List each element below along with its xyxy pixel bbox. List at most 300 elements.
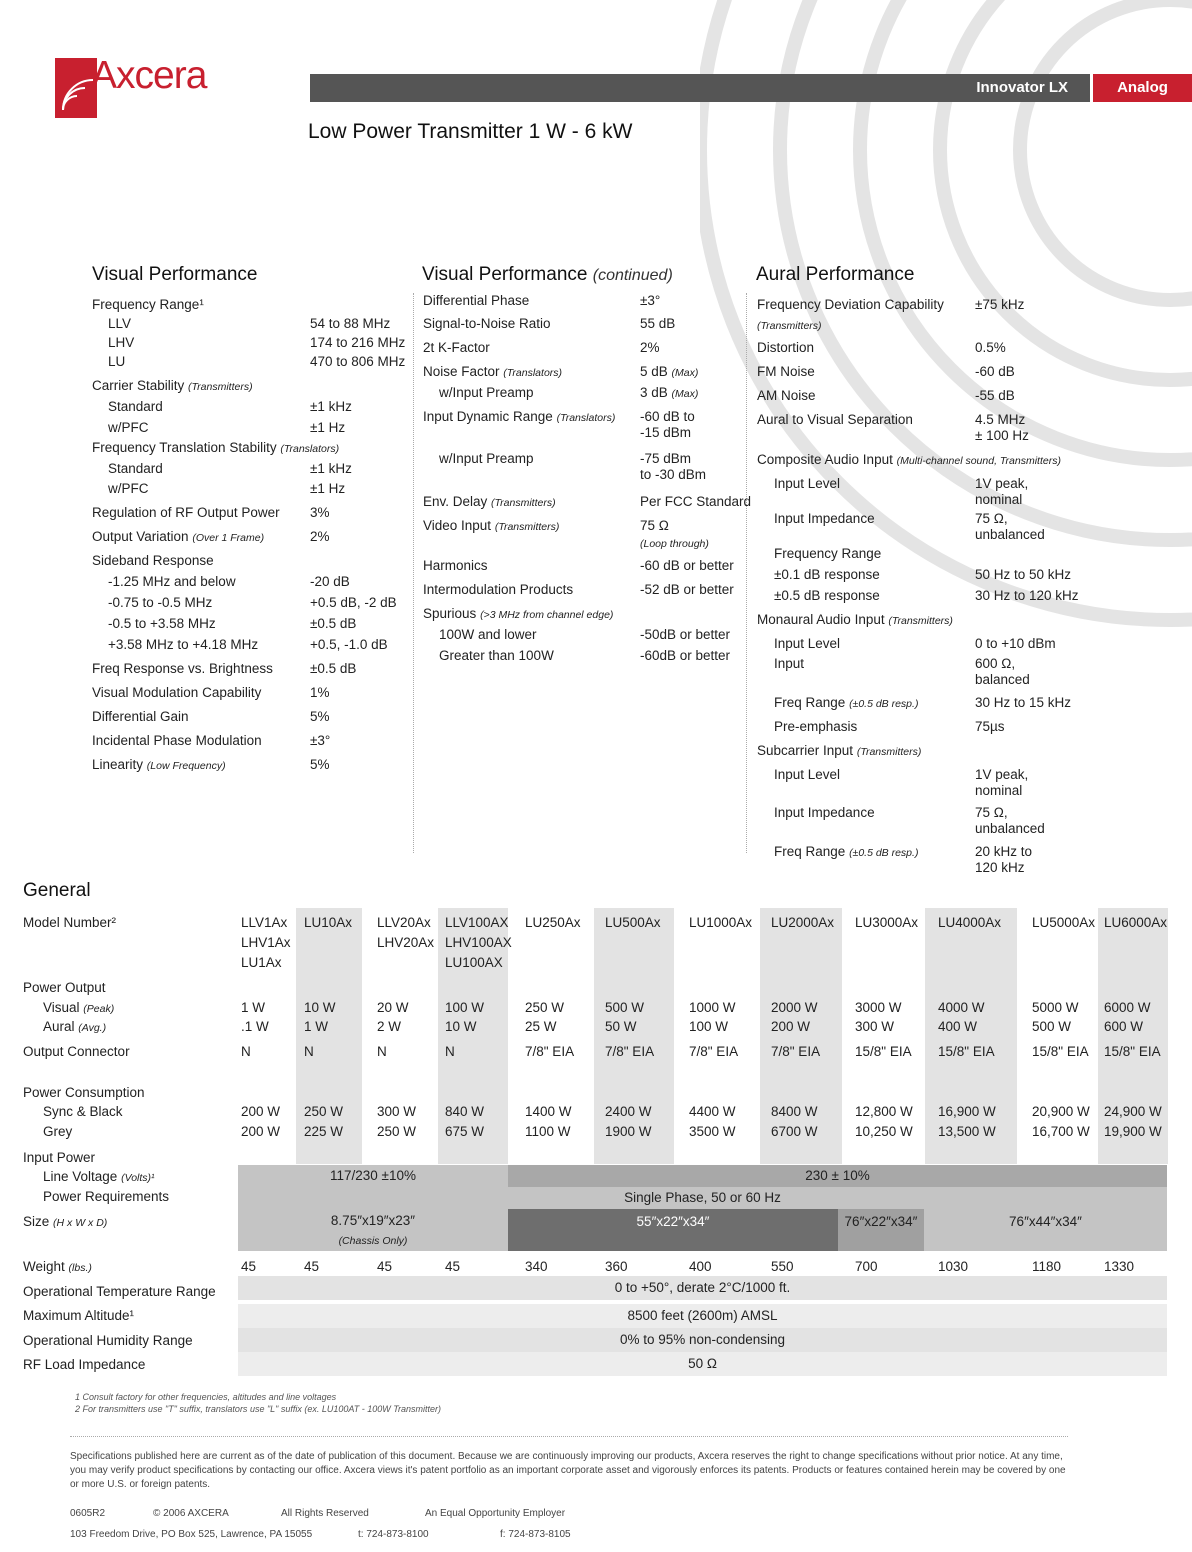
weight-value: 360 (605, 1259, 628, 1274)
spec-note: (Transmitters) (856, 746, 922, 758)
spec-value: 75 Ω, (975, 805, 1008, 820)
spec-row (774, 695, 918, 712)
spec-value: -52 dB or better (640, 582, 734, 597)
grey-value: 250 W (377, 1124, 417, 1139)
spec-value: Per FCC Standard (640, 494, 752, 509)
spec-label: +3.58 MHz to +4.18 MHz (108, 637, 259, 652)
model-number: LHV20Ax (377, 935, 435, 950)
model-number: LU2000Ax (771, 915, 835, 930)
spec-label: Distortion (757, 340, 815, 355)
grey-value: 13,500 W (938, 1124, 996, 1139)
spec-label: Incidental Phase Modulation (92, 733, 262, 748)
spec-value: 5 dB (Max) (640, 364, 699, 379)
spec-value-line2: 120 kHz (975, 860, 1025, 875)
sync-value: 200 W (241, 1104, 281, 1119)
spec-label: FM Noise (757, 364, 815, 379)
visual-power-value: 20 W (377, 1000, 409, 1015)
grey-value: 19,900 W (1104, 1124, 1162, 1139)
spec-label: Input Level (774, 636, 841, 651)
line-voltage-low: 117/230 ±10% (238, 1165, 508, 1187)
spec-row (92, 661, 273, 677)
weight-value: 1330 (1104, 1259, 1135, 1274)
visual-power-value: 2000 W (771, 1000, 818, 1015)
spec-label: Input Impedance (774, 511, 875, 526)
spec-label: 2t K-Factor (423, 340, 490, 355)
spec-value: ±75 kHz (975, 297, 1025, 312)
sync-value: 2400 W (605, 1104, 652, 1119)
spec-note: (Transmitters) (494, 521, 560, 533)
sync-value: 16,900 W (938, 1104, 996, 1119)
spec-row (774, 567, 880, 583)
visual-power-value: 250 W (525, 1000, 565, 1015)
spec-row (757, 340, 814, 356)
temp-value: 0 to +50°, derate 2°C/1000 ft. (238, 1276, 1167, 1300)
spec-value: -60 dB to (640, 409, 695, 424)
spec-row (92, 529, 264, 546)
aural-power-value: 600 W (1104, 1019, 1144, 1034)
spec-value: 2% (640, 340, 660, 355)
spec-note: (>3 MHz from channel edge) (480, 609, 614, 621)
spec-label: Input Level (774, 476, 841, 491)
connector-value: 7/8" EIA (525, 1044, 575, 1059)
spec-value: 5% (310, 757, 330, 772)
spec-row (757, 297, 944, 313)
spec-row (423, 494, 556, 511)
spec-label: Visual Modulation Capability (92, 685, 262, 700)
spec-value: 54 to 88 MHz (310, 316, 391, 331)
sync-value: 8400 W (771, 1104, 818, 1119)
sync-value: 840 W (445, 1104, 485, 1119)
spec-value-line2: balanced (975, 672, 1030, 687)
spec-row (108, 574, 236, 590)
spec-row (108, 420, 149, 436)
spec-label: Monaural Audio Input (757, 612, 885, 627)
spec-label: w/Input Preamp (439, 451, 534, 466)
weight-value: 1030 (938, 1259, 969, 1274)
grey-value: 16,700 W (1032, 1124, 1090, 1139)
size-label: Size (H x W x D) (23, 1214, 108, 1229)
spec-row (92, 440, 339, 457)
spec-label: Spurious (423, 606, 477, 621)
spec-label: Linearity (92, 757, 144, 772)
connector-value: N (241, 1044, 251, 1059)
spec-value: 1% (310, 685, 330, 700)
doc-code: 0605R2 (70, 1508, 106, 1519)
spec-row (423, 316, 551, 332)
spec-row (108, 637, 258, 653)
spec-row (774, 656, 804, 672)
spec-label: Frequency Deviation Capability (757, 297, 944, 312)
spec-label: Frequency Range (774, 546, 882, 561)
spec-value: -20 dB (310, 574, 350, 589)
connector-value: 7/8" EIA (771, 1044, 821, 1059)
spec-label: Output Variation (92, 529, 189, 544)
weight-value: 45 (445, 1259, 461, 1274)
sync-value: 20,900 W (1032, 1104, 1090, 1119)
spec-row (108, 335, 134, 351)
spec-value: 1V peak, (975, 476, 1029, 491)
spec-value: ±0.5 dB (310, 661, 357, 676)
connector-value: N (304, 1044, 314, 1059)
spec-label: w/PFC (108, 420, 149, 435)
spec-value: 20 kHz to (975, 844, 1033, 859)
spec-row (423, 518, 559, 535)
model-number: LU6000Ax (1104, 915, 1168, 930)
weight-value: 45 (304, 1259, 320, 1274)
spec-label: Pre-emphasis (774, 719, 858, 734)
address: 103 Freedom Drive, PO Box 525, Lawrence, PA 15055 (70, 1529, 313, 1540)
spec-label: LU (108, 354, 126, 369)
altitude-value: 8500 feet (2600m) AMSL (238, 1304, 1167, 1328)
grey-value: 6700 W (771, 1124, 818, 1139)
humidity-value: 0% to 95% non-condensing (238, 1328, 1167, 1352)
spec-value: +0.5, -1.0 dB (310, 637, 388, 652)
grey-value: 200 W (241, 1124, 281, 1139)
aural-power-value: .1 W (241, 1019, 269, 1034)
aural-power-value: 25 W (525, 1019, 557, 1034)
spec-row (774, 805, 875, 821)
connector-value: N (445, 1044, 455, 1059)
model-number: LHV100AX (445, 935, 512, 950)
spec-row (423, 582, 573, 598)
connector-value: 7/8" EIA (689, 1044, 739, 1059)
spec-label: LLV (108, 316, 132, 331)
weight-value: 400 (689, 1259, 712, 1274)
size-small-note: (Chassis Only) (338, 1235, 408, 1247)
weight-label: Weight (lbs.) (23, 1259, 92, 1274)
spec-row (774, 511, 875, 527)
spec-row (423, 409, 615, 426)
spec-row (439, 451, 534, 467)
spec-value: +0.5 dB, -2 dB (310, 595, 397, 610)
visual-power-value: 5000 W (1032, 1000, 1079, 1015)
spec-label: Composite Audio Input (757, 452, 893, 467)
spec-label: Sideband Response (92, 553, 214, 568)
fax: f: 724-873-8105 (500, 1529, 571, 1540)
aural-power-value: 10 W (445, 1019, 477, 1034)
product-line: Innovator LX (976, 79, 1068, 96)
spec-note: (±0.5 dB resp.) (849, 698, 919, 710)
spec-row (774, 476, 840, 492)
spec-row (757, 318, 822, 334)
model-number: LU250Ax (525, 915, 581, 930)
spec-row (774, 636, 840, 652)
spec-label: Signal-to-Noise Ratio (423, 316, 551, 331)
visual-power-value: 4000 W (938, 1000, 985, 1015)
spec-value: -50dB or better (640, 627, 731, 642)
spec-note: (Translators) (503, 367, 563, 379)
connector-value: 15/8" EIA (938, 1044, 995, 1059)
spec-row (92, 297, 204, 313)
spec-row (439, 648, 554, 664)
spec-row (92, 757, 226, 774)
legal-text: Specifications published here are current as of the date of publication of this document. Because we are continuously improving our products, Axcera reserves the right to change specifications without prior notice. At any time, you may verify product specifications by contacting our office. Axcera views it's patent portfolio as an important corporate asset and vigorously enforces its patents. Products or features contained herein may be covered by one or more U.S. or foreign patents. (70, 1451, 1066, 1490)
spec-label: Env. Delay (423, 494, 488, 509)
spec-value: ±1 kHz (310, 399, 352, 414)
spec-label: AM Noise (757, 388, 816, 403)
spec-row (92, 685, 261, 701)
size-mid: 55″x22″x34″ (508, 1209, 838, 1251)
spec-value: -55 dB (975, 388, 1015, 403)
visual-power-value: 3000 W (855, 1000, 902, 1015)
visual-power-label: Visual (Peak) (43, 1000, 115, 1015)
grey-value: 3500 W (689, 1124, 736, 1139)
spec-row (439, 627, 537, 643)
spec-value: ±3° (640, 293, 661, 308)
spec-row (774, 546, 881, 562)
spec-row (108, 595, 212, 611)
spec-label: Differential Gain (92, 709, 189, 724)
grey-value: 225 W (304, 1124, 344, 1139)
grey-value: 675 W (445, 1124, 485, 1139)
spec-label: Standard (108, 461, 163, 476)
spec-value: 174 to 216 MHz (310, 335, 406, 350)
spec-value: ±0.5 dB (310, 616, 357, 631)
grey-value: 1100 W (525, 1124, 571, 1139)
sync-value: 12,800 W (855, 1104, 913, 1119)
connector-value: 15/8" EIA (1104, 1044, 1161, 1059)
spec-row (774, 719, 857, 735)
aural-power-value: 500 W (1032, 1019, 1072, 1034)
spec-label: Harmonics (423, 558, 488, 573)
spec-value: -75 dBm (640, 451, 692, 466)
spec-label: w/Input Preamp (439, 385, 534, 400)
weight-value: 550 (771, 1259, 794, 1274)
footnote-2: 2 For transmitters use "T" suffix, translators use "L" suffix (ex. LU100AT - 100W Transmitter) (75, 1404, 442, 1414)
spec-label: Input Level (774, 767, 841, 782)
visual-cont-heading: Visual Performance (continued) (422, 264, 673, 285)
model-number: LLV20Ax (377, 915, 431, 930)
spec-value-line2: (Loop through) (640, 538, 709, 550)
aural-power-value: 100 W (689, 1019, 729, 1034)
weight-value: 1180 (1032, 1259, 1062, 1274)
spec-label: -1.25 MHz and below (108, 574, 236, 589)
weight-value: 700 (855, 1259, 878, 1274)
spec-label: Input (774, 656, 805, 671)
model-number: LLV1Ax (241, 915, 288, 930)
spec-label: w/PFC (108, 481, 149, 496)
model-number: LU10Ax (304, 915, 353, 930)
spec-value: 75 Ω, (975, 511, 1008, 526)
spec-label: Regulation of RF Output Power (92, 505, 280, 520)
spec-row (774, 588, 880, 604)
power-consumption-label: Power Consumption (23, 1085, 145, 1100)
aural-power-value: 200 W (771, 1019, 811, 1034)
spec-row (423, 364, 562, 381)
sync-value: 24,900 W (1104, 1104, 1162, 1119)
model-number-label: Model Number² (23, 915, 117, 930)
spec-row (92, 553, 214, 569)
spec-row (757, 452, 1061, 469)
spec-note: (Multi-channel sound, Transmitters) (896, 455, 1061, 467)
sync-value: 1400 W (525, 1104, 572, 1119)
power-req-label: Power Requirements (43, 1189, 170, 1204)
spec-row (439, 385, 534, 401)
spec-row (92, 378, 253, 395)
spec-row (757, 364, 815, 380)
connector-value: N (377, 1044, 387, 1059)
spec-label: Video Input (423, 518, 492, 533)
humidity-label: Operational Humidity Range (23, 1333, 193, 1348)
phone: t: 724-873-8100 (358, 1529, 429, 1540)
size-small: 8.75″x19″x23″ (330, 1213, 416, 1228)
spec-label: 100W and lower (439, 627, 537, 642)
spec-value: ±3° (310, 733, 331, 748)
aural-performance-heading: Aural Performance (756, 264, 915, 285)
spec-label: Freq Range (774, 844, 846, 859)
spec-value: 0.5% (975, 340, 1006, 355)
spec-value-line2: nominal (975, 492, 1023, 507)
sync-value: 250 W (304, 1104, 344, 1119)
model-number: LU1Ax (241, 955, 282, 970)
spec-note: (Transmitters) (888, 615, 953, 627)
footnote-1: 1 Consult factory for other frequencies, altitudes and line voltages (75, 1392, 337, 1402)
power-requirements: Single Phase, 50 or 60 Hz (238, 1187, 1167, 1209)
spec-value: 1V peak, (975, 767, 1029, 782)
spec-value: 600 Ω, (975, 656, 1016, 671)
spec-row (757, 743, 921, 760)
spec-note: (Transmitters) (491, 497, 556, 509)
spec-label: Input Impedance (774, 805, 875, 820)
spec-value: 3 dB (Max) (640, 385, 699, 400)
aural-power-value: 50 W (605, 1019, 637, 1034)
connector-value: 7/8" EIA (605, 1044, 655, 1059)
spec-label: Intermodulation Products (423, 582, 574, 597)
spec-value: 75 Ω (640, 518, 669, 533)
spec-value: 50 Hz to 50 kHz (975, 567, 1072, 582)
footer-divider (70, 1436, 1068, 1437)
copyright: © 2006 AXCERA (153, 1508, 229, 1519)
spec-value-line2: unbalanced (975, 527, 1045, 542)
spec-value-line2: nominal (975, 783, 1023, 798)
spec-label: Standard (108, 399, 163, 414)
spec-row (92, 709, 189, 725)
brand-name: Axcera (91, 54, 207, 97)
aural-power-value: 1 W (304, 1019, 329, 1034)
weight-value: 45 (377, 1259, 393, 1274)
spec-value: 2% (310, 529, 330, 544)
spec-value-line2: ± 100 Hz (975, 428, 1029, 443)
size-large: 76″x22″x34″ (838, 1209, 924, 1251)
aural-power-value: 2 W (377, 1019, 402, 1034)
aural-power-value: 300 W (855, 1019, 895, 1034)
model-number: LU3000Ax (855, 915, 919, 930)
grey-value: 10,250 W (855, 1124, 913, 1139)
spec-note: (Low Frequency) (146, 760, 226, 772)
spec-value: 30 Hz to 15 kHz (975, 695, 1072, 710)
spec-note: (Transmitters) (188, 381, 253, 393)
page-title: Low Power Transmitter 1 W - 6 kW (308, 120, 633, 143)
aural-power-label: Aural (Avg.) (43, 1019, 107, 1034)
spec-row (108, 616, 216, 632)
spec-value-line2: to -30 dBm (640, 467, 707, 482)
spec-value: -60 dB or better (640, 558, 734, 573)
spec-value: 55 dB (640, 316, 676, 331)
spec-label: Greater than 100W (439, 648, 554, 663)
spec-value: -60dB or better (640, 648, 731, 663)
temp-label: Operational Temperature Range (23, 1284, 216, 1299)
spec-row (108, 461, 163, 477)
rf-load-value: 50 Ω (238, 1352, 1167, 1376)
model-number: LU500Ax (605, 915, 661, 930)
spec-label: Freq Range (774, 695, 846, 710)
spec-row (757, 412, 913, 428)
visual-power-value: 10 W (304, 1000, 336, 1015)
grey-value: 1900 W (605, 1124, 652, 1139)
spec-row (774, 844, 918, 861)
grey-label: Grey (43, 1124, 73, 1139)
spec-note: (Translators) (556, 412, 616, 424)
spec-value: 470 to 806 MHz (310, 354, 406, 369)
model-number: LHV1Ax (241, 935, 291, 950)
weight-value: 340 (525, 1259, 548, 1274)
connector-value: 15/8" EIA (1032, 1044, 1089, 1059)
spec-row (423, 293, 529, 309)
spec-value: ±1 Hz (310, 420, 346, 435)
spec-value: 30 Hz to 120 kHz (975, 588, 1079, 603)
spec-label: Frequency Range¹ (92, 297, 204, 312)
spec-label: Frequency Translation Stability (92, 440, 277, 455)
input-power-label: Input Power (23, 1150, 96, 1165)
spec-value: ±1 kHz (310, 461, 352, 476)
spec-label: ±0.5 dB response (774, 588, 880, 603)
spec-row (108, 354, 125, 370)
rf-load-label: RF Load Impedance (23, 1357, 146, 1372)
visual-power-value: 500 W (605, 1000, 645, 1015)
spec-value: -60 dB (975, 364, 1015, 379)
spec-label: (Transmitters) (757, 320, 822, 332)
spec-label: Aural to Visual Separation (757, 412, 913, 427)
sync-black-label: Sync & Black (43, 1104, 123, 1119)
spec-row (92, 505, 280, 521)
spec-value-line2: unbalanced (975, 821, 1045, 836)
spec-label: LHV (108, 335, 135, 350)
spec-value-line2: -15 dBm (640, 425, 692, 440)
visual-power-value: 6000 W (1104, 1000, 1151, 1015)
spec-row (92, 733, 262, 749)
spec-label: Differential Phase (423, 293, 530, 308)
spec-row (108, 399, 163, 415)
spec-value: 0 to +10 dBm (975, 636, 1056, 651)
size-xl: 76″x44″x34″ (924, 1209, 1167, 1251)
spec-note: (Over 1 Frame) (192, 532, 265, 544)
spec-value: 5% (310, 709, 330, 724)
line-voltage-high: 230 ± 10% (508, 1165, 1167, 1187)
spec-note: (±0.5 dB resp.) (849, 847, 919, 859)
spec-row (108, 481, 149, 497)
general-heading: General (23, 880, 91, 901)
spec-value: 3% (310, 505, 330, 520)
visual-performance-heading: Visual Performance (92, 264, 258, 285)
output-connector-label: Output Connector (23, 1044, 130, 1059)
eoe: An Equal Opportunity Employer (425, 1508, 566, 1519)
spec-row (774, 767, 840, 783)
spec-label: Carrier Stability (92, 378, 185, 393)
model-number: LU1000Ax (689, 915, 753, 930)
model-number: LU100AX (445, 955, 503, 970)
weight-value: 45 (241, 1259, 257, 1274)
spec-label: ±0.1 dB response (774, 567, 880, 582)
visual-power-value: 1 W (241, 1000, 266, 1015)
column-divider (746, 293, 747, 853)
spec-row (423, 606, 613, 623)
visual-power-value: 1000 W (689, 1000, 736, 1015)
brand-logo (55, 52, 240, 122)
spec-label: Input Dynamic Range (423, 409, 553, 424)
spec-row (423, 558, 488, 574)
spec-row (757, 612, 953, 629)
altitude-label: Maximum Altitude¹ (23, 1308, 135, 1323)
